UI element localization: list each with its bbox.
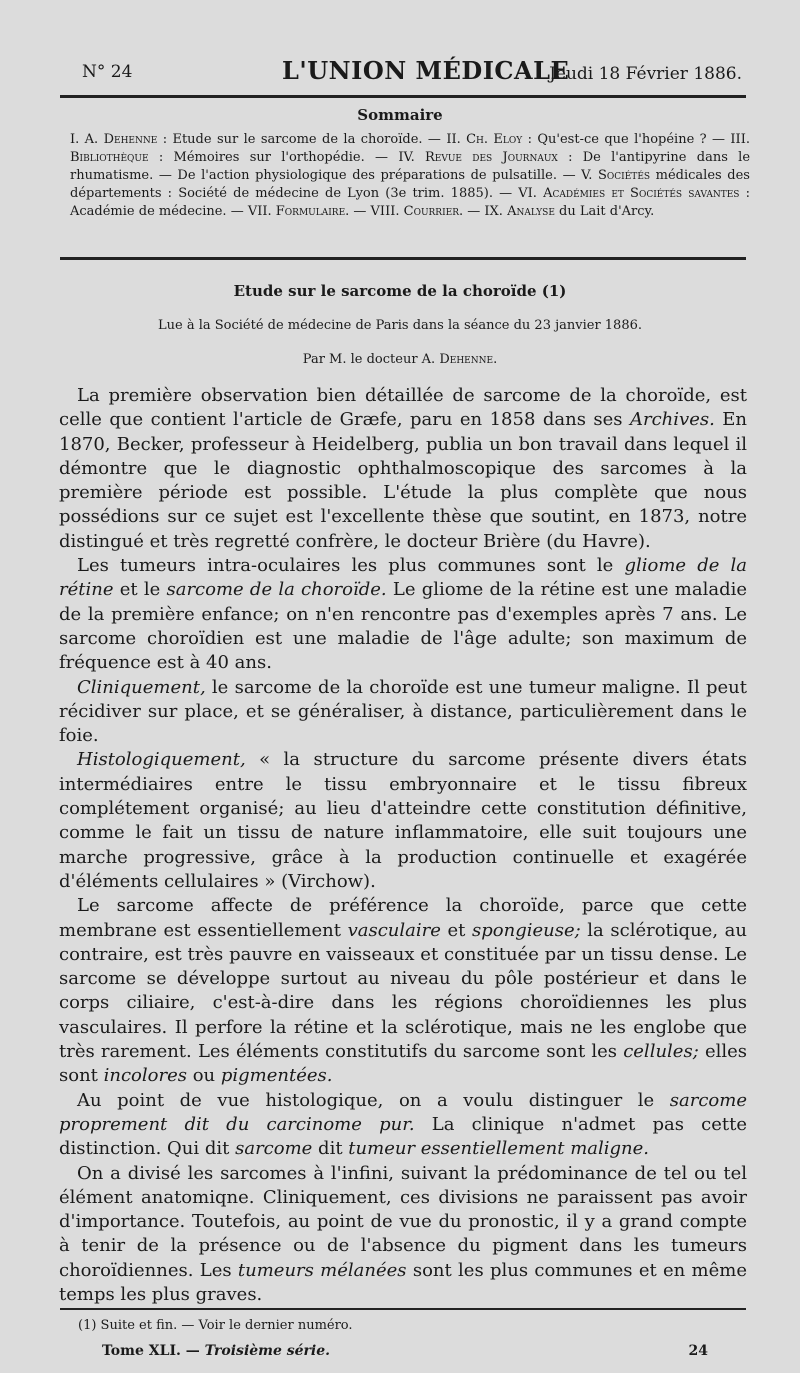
issue-number: N° 24 — [82, 62, 133, 82]
summary-item-heading: Analyse — [507, 204, 555, 219]
summary-item-heading: Sociétés — [598, 168, 651, 183]
summary-item-number: I. — [70, 132, 80, 147]
summary-item-number: V. — [581, 168, 593, 183]
volume-info — [102, 1343, 330, 1359]
summary-title: Sommaire — [357, 106, 443, 124]
volume-series: Troisième série. — [204, 1343, 331, 1359]
summary-item — [248, 204, 371, 219]
paragraph-text: Le sarcome affecte de préférence la choroïde, parce que cette membrane est essentiellement — [59, 895, 747, 941]
article-body — [59, 384, 747, 1307]
article-title: Etude sur le sarcome de la choroïde (1) — [233, 282, 567, 300]
summary-item-number: IV. — [398, 150, 415, 165]
paragraph-text: et — [440, 919, 473, 941]
summary-item-number: II. — [446, 132, 461, 147]
summary-item-text: : De l'antipyrine dans le rhumatisme. — De l'action physiologique des préparations de pulsatille. — — [70, 150, 751, 183]
article-subtitle: Lue à la Société de médecine de Paris dans la séance du 23 janvier 1886. — [157, 318, 643, 333]
summary-item-text: : Qu'est-ce que l'hopéine ? — — [522, 132, 731, 147]
author-name: Dehenne — [439, 352, 494, 367]
italic-text: vasculaire — [347, 919, 441, 941]
author-prefix: Par M. le docteur A. — [302, 352, 440, 367]
article-paragraph — [59, 384, 747, 554]
paragraph-text: ou — [186, 1065, 221, 1087]
italic-text: sarcome — [235, 1138, 313, 1160]
paragraph-text: la sclérotique, au contraire, est très pauvre en vaisseaux et constituée par un tissu dense. Le sarcome se développe surtout au niveau du pôle postérieur et dans le corps ciliaire, c'est-à-dire dans les régions choroïdiennes les plus vasculaires. Il perfore la rétine et la sclérotique, mais ne les englobe que très rarement. Les éléments constitutifs du sarcome sont les — [59, 919, 747, 1063]
article-paragraph — [59, 748, 747, 894]
summary-item-number: VIII. — [370, 204, 400, 219]
article-paragraph — [59, 894, 747, 1088]
summary-item-number: VI. — [518, 186, 537, 201]
italic-text: spongieuse; — [472, 919, 581, 941]
summary-item-heading: Formulaire — [275, 204, 346, 219]
paragraph-text: « la structure du sarcome présente divers états intermédiaires entre le tissu embryonnaire et le tissu fibreux complétement organisé; au lieu d'atteindre cette constitution définitive, comme le fait un tissu de nature inflammatoire, elle suit toujours une marche progressive, grâce à la production continuelle et exagérée d'éléments cellulaires » (Virchow). — [59, 749, 747, 892]
summary-divider — [60, 257, 746, 260]
author-suffix: . — [493, 352, 498, 367]
paragraph-text: Le gliome de la rétine est une maladie de la première enfance; on n'en rencontre pas d'exemples après 7 ans. Le sarcome choroïdien est une maladie de l'âge adulte; son maximum de fréquence est à 40 ans. — [59, 579, 748, 674]
article-paragraph — [59, 1089, 747, 1162]
paragraph-text: Les tumeurs intra-oculaires les plus communes sont le — [77, 555, 625, 577]
italic-text: Archives. — [629, 409, 715, 431]
summary-item-text: : Etude sur le sarcome de la choroïde. — — [157, 132, 447, 147]
paragraph-text: et le — [113, 579, 167, 601]
article-paragraph — [59, 1162, 747, 1308]
summary-item — [446, 132, 730, 147]
page-header — [82, 56, 742, 96]
summary-item-heading: Bibliothèque — [70, 150, 149, 165]
summary-item-text: du Lait d'Arcy. — [554, 204, 655, 219]
italic-text: tumeur essentiellement maligne. — [348, 1138, 650, 1160]
page-number: 24 — [688, 1343, 708, 1359]
article-paragraph — [59, 676, 747, 749]
summary-item-number: III. — [730, 132, 750, 147]
italic-text: sarcome de la choroïde. — [166, 579, 387, 601]
summary-item-text: : Mémoires sur l'orthopédie. — — [148, 150, 399, 165]
summary-item-text: . — — [345, 204, 371, 219]
italic-text: sarcome proprement dit du carcinome pur. — [59, 1089, 747, 1135]
issue-date: Jeudi 18 Février 1886. — [549, 64, 742, 84]
header-divider — [60, 95, 746, 98]
paragraph-text: le sarcome de la choroïde est une tumeur maligne. Il peut récidiver sur place, et se généraliser, à distance, particulièrement dans le foie. — [59, 676, 747, 747]
italic-text: cellules; — [623, 1041, 699, 1063]
paragraph-text: La clinique n'admet pas cette distinction. Qui dit — [59, 1113, 747, 1160]
summary-item-text: médicales des départements : Société de médecine de Lyon (3e trim. 1885). — — [70, 168, 750, 201]
paragraph-text: En 1870, Becker, professeur à Heidelberg, publia un bon travail dans lequel il démontre que le diagnostic ophthalmoscopique des sarcomes à la première période est possible. L'étude la plus complète que nous possédions sur ce sujet est l'excellente thèse que soutint, en 1873, notre distingué et très regretté confrère, le docteur Brière (du Havre). — [59, 409, 747, 552]
paragraph-text: On a divisé les sarcomes à l'infini, suivant la prédominance de tel ou tel élément anatomiqne. Cliniquement, ces divisions ne paraissent pas avoir d'importance. Toutefois, au point de vue du pronostic, il y a grand compte à tenir de la présence ou de l'absence du pigment dans les tumeurs choroïdiennes. Les — [59, 1162, 747, 1281]
italic-text: Cliniquement, — [77, 676, 206, 698]
paragraph-text: La première observation bien détaillée de sarcome de la choroïde, est celle que contient l'article de Græfe, paru en 1858 dans ses — [59, 385, 747, 431]
footnote-divider — [60, 1308, 746, 1310]
italic-text: pigmentées. — [220, 1065, 333, 1087]
summary-item — [371, 204, 485, 219]
summary-item-heading: A. Dehenne — [84, 132, 158, 147]
article-paragraph — [59, 554, 747, 675]
italic-text: tumeurs mélanées — [237, 1259, 407, 1281]
summary-item — [484, 204, 654, 219]
italic-text: incolores — [103, 1065, 187, 1087]
paragraph-text: Au point de vue histologique, on a voulu distinguer le — [77, 1089, 670, 1111]
summary-item-heading: Revue des Journaux — [424, 150, 558, 165]
paragraph-text: dit — [312, 1138, 349, 1160]
summary-item-number: VII. — [247, 204, 272, 219]
summary-item — [70, 132, 446, 147]
summary-item-text: : Académie de médecine. — — [70, 186, 750, 219]
article-author — [0, 352, 800, 367]
summary-contents — [70, 131, 750, 221]
summary-item-text: . — — [459, 204, 485, 219]
summary-item-heading: Ch. Eloy — [466, 132, 523, 147]
summary-item-number: IX. — [484, 204, 503, 219]
italic-text: gliome de la rétine — [59, 555, 748, 601]
italic-text: Histologiquement, — [77, 749, 246, 771]
paragraph-text: elles sont — [59, 1041, 747, 1087]
summary-item-heading: Courrier — [403, 204, 459, 219]
volume-label: Tome XLI. — — [102, 1343, 205, 1359]
summary-item-heading: Académies et Sociétés savantes — [543, 186, 740, 201]
journal-title: L'UNION MÉDICALE — [282, 56, 570, 85]
paragraph-text: sont les plus communes et en même temps les plus graves. — [59, 1259, 747, 1305]
footnote: (1) Suite et fin. — Voir le dernier numéro. — [78, 1318, 353, 1333]
